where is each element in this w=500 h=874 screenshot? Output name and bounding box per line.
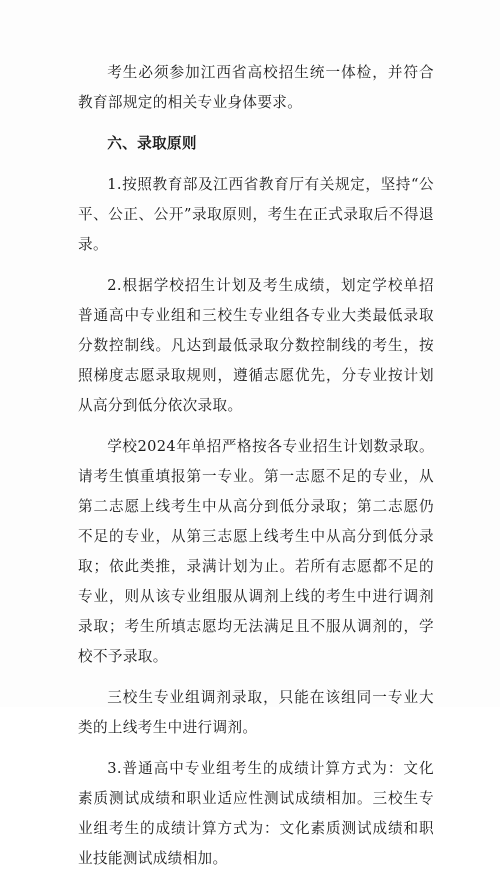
- section-heading-admission-principles: 六、录取原则: [107, 135, 197, 152]
- paragraph-rule-2: 2.根据学校招生计划及考生成绩，划定学校单招普通高中专业组和三校生专业组各专业大类最低录取分数控制线。凡达到最低录取分数控制线的考生，按照梯度志愿录取规则，遵循志愿优先，分专业按计划从高分到低分依次录取。: [78, 277, 434, 414]
- paragraph-rule-2-detail: 学校2024年单招严格按各专业招生计划数录取。请考生慎重填报第一专业。第一志愿不足的专业，从第二志愿上线考生中从高分到低分录取；第二志愿仍不足的专业，从第三志愿上线考生中从高分到低分录取；依此类推，录满计划为止。若所有志愿都不足的专业，则从该专业组服从调剂上线的考生中进行调剂录取；考生所填志愿均无法满足且不服从调剂的，学校不予录取。: [78, 438, 434, 665]
- paragraph-rule-2-sanxiao: 三校生专业组调剂录取，只能在该组同一专业大类的上线考生中进行调剂。: [78, 689, 434, 736]
- paragraph-rule-3: 3.普通高中专业组考生的成绩计算方式为：文化素质测试成绩和职业适应性测试成绩相加。三校生专业组考生的成绩计算方式为：文化素质测试成绩和职业技能测试成绩相加。: [78, 760, 434, 867]
- paragraph-physical-exam: 考生必须参加江西省高校招生统一体检，并符合教育部规定的相关专业身体要求。: [78, 64, 434, 111]
- paragraph-rule-1: 1.按照教育部及江西省教育厅有关规定，坚持“公平、公正、公开”录取原则，考生在正式录取后不得退录。: [78, 176, 434, 253]
